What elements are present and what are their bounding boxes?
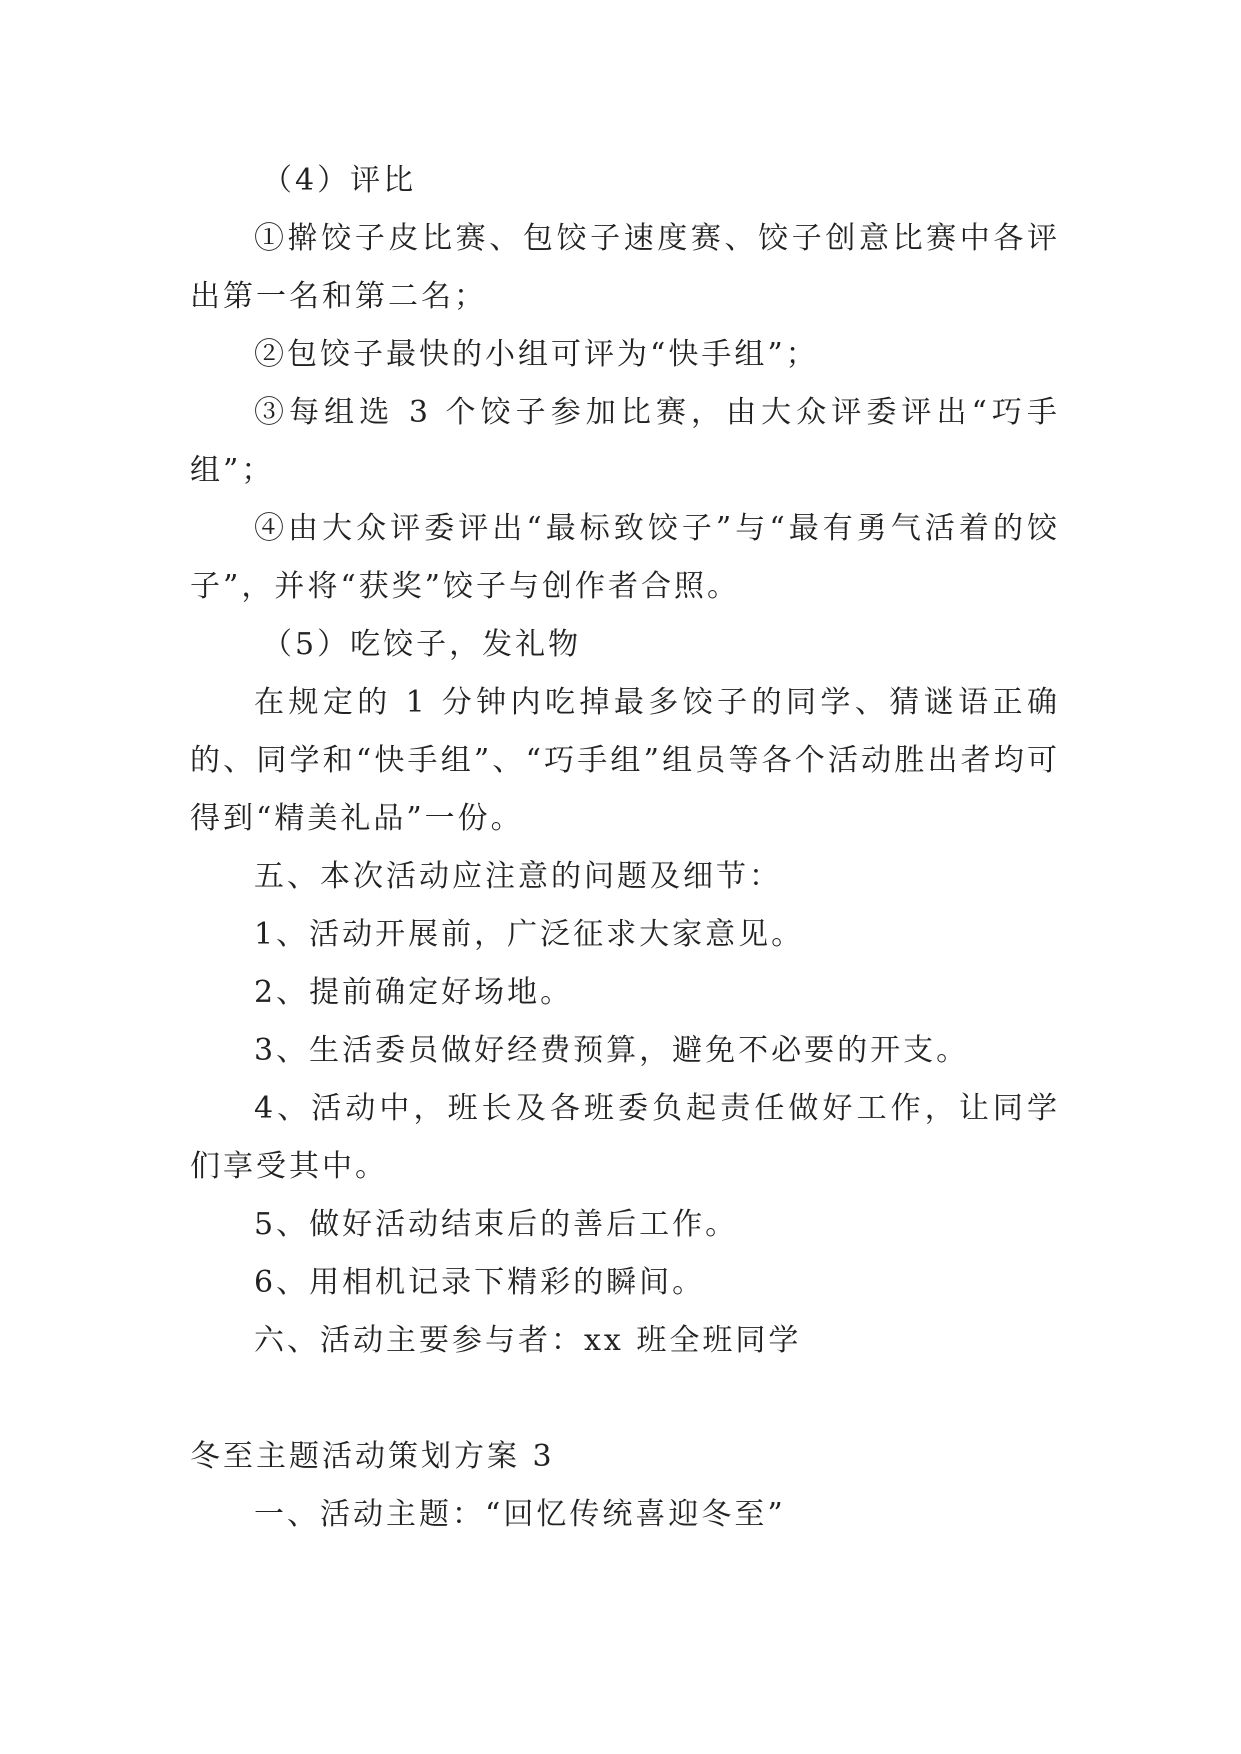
section-spacer [190,1370,1060,1428]
paragraph-activity-theme: 一、活动主题：“回忆传统喜迎冬至” [254,1497,786,1532]
document-body [190,152,1060,1544]
section-heading: 冬至主题活动策划方案 3 [190,1439,555,1474]
paragraph-item-4: ④由大众评委评出“最标致饺子”与“最有勇气活着的饺子”，并将“获奖”饺子与创作者合照。 [190,511,1060,604]
paragraph-note-4: 4、活动中，班长及各班委负起责任做好工作，让同学们享受其中。 [190,1091,1060,1184]
paragraph-note-6: 6、用相机记录下精彩的瞬间。 [254,1265,706,1300]
paragraph-item-3: ③每组选 3 个饺子参加比赛，由大众评委评出“巧手组”； [190,395,1060,488]
paragraph-note-3: 3、生活委员做好经费预算，避免不必要的开支。 [254,1033,970,1068]
paragraph-prize-rules: 在规定的 1 分钟内吃掉最多饺子的同学、猜谜语正确的、同学和“快手组”、“巧手组”组员等各个活动胜出者均可得到“精美礼品”一份。 [190,685,1060,836]
paragraph-item-2: ②包饺子最快的小组可评为“快手组”； [254,337,819,372]
paragraph-subheading-evaluation: （4）评比 [262,163,417,198]
paragraph-item-1: ①擀饺子皮比赛、包饺子速度赛、饺子创意比赛中各评出第一名和第二名； [190,221,1060,314]
paragraph-heading-participants: 六、活动主要参与者：xx 班全班同学 [254,1323,802,1358]
paragraph-heading-notes: 五、本次活动应注意的问题及细节： [254,859,782,894]
paragraph-subheading-eat-dumplings: （5）吃饺子，发礼物 [262,627,582,662]
paragraph-note-1: 1、活动开展前，广泛征求大家意见。 [254,917,805,952]
paragraph-note-5: 5、做好活动结束后的善后工作。 [254,1207,739,1242]
paragraph-note-2: 2、提前确定好场地。 [254,975,574,1010]
